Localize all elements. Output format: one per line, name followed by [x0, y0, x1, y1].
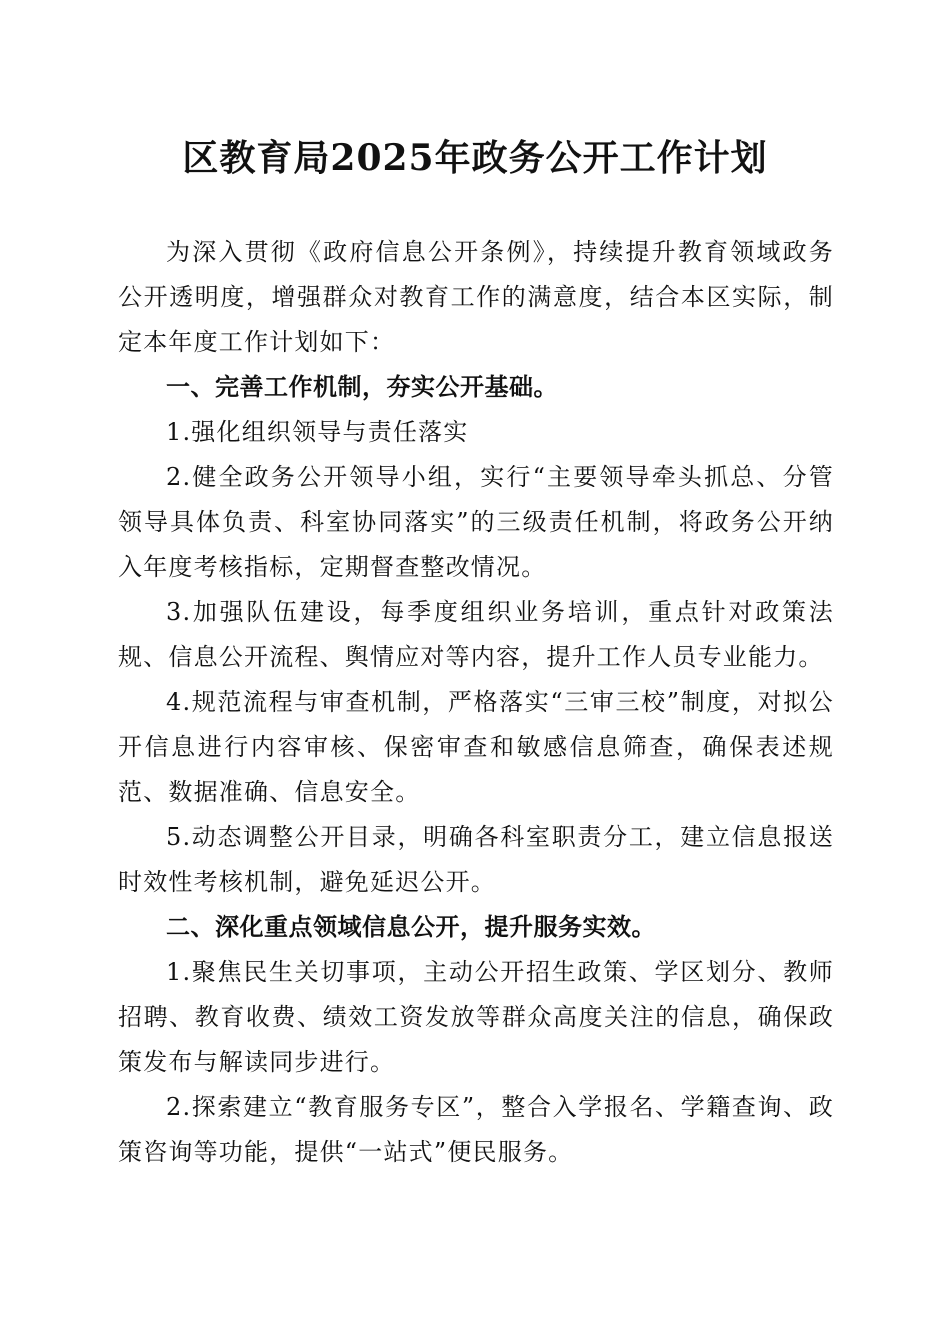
section-1-item-1: 1.强化组织领导与责任落实: [166, 418, 469, 446]
intro-paragraph: 为深入贯彻《政府信息公开条例》，持续提升教育领域政务公开透明度，增强群众对教育工作的满意度，结合本区实际，制定本年度工作计划如下：: [118, 238, 834, 356]
section-2-item-2: 2.探索建立“教育服务专区”，整合入学报名、学籍查询、政策咨询等功能，提供“一站式”便民服务。: [118, 1093, 834, 1166]
section-1-heading: 一、完善工作机制，夯实公开基础。: [166, 373, 558, 401]
section-1-item-3: 3.加强队伍建设，每季度组织业务培训，重点针对政策法规、信息公开流程、舆情应对等内容，提升工作人员专业能力。: [118, 598, 834, 671]
section-2-heading: 二、深化重点领域信息公开，提升服务实效。: [166, 913, 656, 941]
document-body: [118, 230, 834, 1175]
section-1-item-5: 5.动态调整公开目录，明确各科室职责分工，建立信息报送时效性考核机制，避免延迟公开。: [118, 823, 834, 896]
section-2-item-1: 1.聚焦民生关切事项，主动公开招生政策、学区划分、教师招聘、教育收费、绩效工资发放等群众高度关注的信息，确保政策发布与解读同步进行。: [118, 958, 834, 1076]
document-title: 区教育局2025年政务公开工作计划: [182, 137, 768, 179]
section-1-item-2: 2.健全政务公开领导小组，实行“主要领导牵头抓总、分管领导具体负责、科室协同落实”的三级责任机制，将政务公开纳入年度考核指标，定期督查整改情况。: [118, 463, 834, 581]
section-1-item-4: 4.规范流程与审查机制，严格落实“三审三校”制度，对拟公开信息进行内容审核、保密审查和敏感信息筛查，确保表述规范、数据准确、信息安全。: [118, 688, 834, 806]
